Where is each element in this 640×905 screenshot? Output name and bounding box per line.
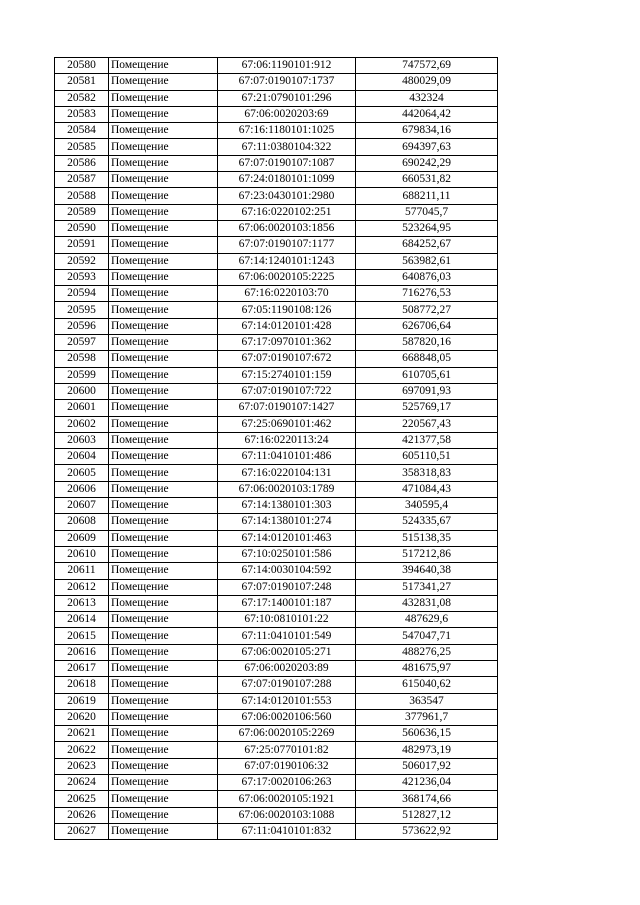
cadastral-number-cell: 67:11:0410101:832: [218, 823, 356, 839]
object-type-cell: Помещение: [109, 139, 218, 155]
cadastral-value-cell: 523264,95: [356, 220, 498, 236]
table-row: [55, 139, 498, 155]
cadastral-number-cell: 67:17:0970101:362: [218, 335, 356, 351]
object-type-cell: Помещение: [109, 302, 218, 318]
row-number-cell: 20626: [55, 807, 109, 823]
object-type-cell: Помещение: [109, 612, 218, 628]
cadastral-number-cell: 67:11:0410101:549: [218, 628, 356, 644]
row-number-cell: 20605: [55, 465, 109, 481]
cadastral-value-cell: 679834,16: [356, 123, 498, 139]
row-number-cell: 20606: [55, 481, 109, 497]
cadastral-value-cell: 363547: [356, 693, 498, 709]
cadastral-value-cell: 697091,93: [356, 383, 498, 399]
cadastral-value-cell: 506017,92: [356, 758, 498, 774]
object-type-cell: Помещение: [109, 709, 218, 725]
row-number-cell: 20616: [55, 644, 109, 660]
table-row: [55, 253, 498, 269]
row-number-cell: 20611: [55, 563, 109, 579]
object-type-cell: Помещение: [109, 449, 218, 465]
table-row: [55, 188, 498, 204]
cadastral-number-cell: 67:25:0690101:462: [218, 416, 356, 432]
cadastral-number-cell: 67:07:0190106:32: [218, 758, 356, 774]
table-row: [55, 237, 498, 253]
table-row: [55, 58, 498, 74]
cadastral-number-cell: 67:05:1190108:126: [218, 302, 356, 318]
object-type-cell: Помещение: [109, 791, 218, 807]
cadastral-number-cell: 67:07:0190107:1737: [218, 74, 356, 90]
row-number-cell: 20612: [55, 579, 109, 595]
cadastral-number-cell: 67:06:0020105:2225: [218, 269, 356, 285]
cadastral-value-cell: 508772,27: [356, 302, 498, 318]
cadastral-value-cell: 358318,83: [356, 465, 498, 481]
cadastral-value-cell: 340595,4: [356, 498, 498, 514]
object-type-cell: Помещение: [109, 644, 218, 660]
table-row: [55, 302, 498, 318]
row-number-cell: 20608: [55, 514, 109, 530]
object-type-cell: Помещение: [109, 253, 218, 269]
object-type-cell: Помещение: [109, 188, 218, 204]
cadastral-value-cell: 488276,25: [356, 644, 498, 660]
table-row: [55, 644, 498, 660]
cadastral-number-cell: 67:06:0020105:1921: [218, 791, 356, 807]
cadastral-value-cell: 421236,04: [356, 775, 498, 791]
cadastral-number-cell: 67:06:0020103:1088: [218, 807, 356, 823]
table-row: [55, 351, 498, 367]
row-number-cell: 20623: [55, 758, 109, 774]
cadastral-value-cell: 560636,15: [356, 726, 498, 742]
cadastral-value-cell: 421377,58: [356, 432, 498, 448]
cadastral-number-cell: 67:06:0020203:89: [218, 660, 356, 676]
row-number-cell: 20585: [55, 139, 109, 155]
object-type-cell: Помещение: [109, 416, 218, 432]
row-number-cell: 20595: [55, 302, 109, 318]
table-row: [55, 367, 498, 383]
object-type-cell: Помещение: [109, 726, 218, 742]
row-number-cell: 20593: [55, 269, 109, 285]
cadastral-value-cell: 524335,67: [356, 514, 498, 530]
row-number-cell: 20591: [55, 237, 109, 253]
object-type-cell: Помещение: [109, 74, 218, 90]
table-row: [55, 791, 498, 807]
table-row: [55, 449, 498, 465]
object-type-cell: Помещение: [109, 514, 218, 530]
cadastral-number-cell: 67:06:0020103:1789: [218, 481, 356, 497]
object-type-cell: Помещение: [109, 498, 218, 514]
object-type-cell: Помещение: [109, 807, 218, 823]
row-number-cell: 20607: [55, 498, 109, 514]
cadastral-value-cell: 684252,67: [356, 237, 498, 253]
cadastral-value-cell: 610705,61: [356, 367, 498, 383]
cadastral-number-cell: 67:11:0380104:322: [218, 139, 356, 155]
cadastral-value-cell: 471084,43: [356, 481, 498, 497]
cadastral-number-cell: 67:07:0190107:248: [218, 579, 356, 595]
row-number-cell: 20601: [55, 400, 109, 416]
cadastral-number-cell: 67:07:0190107:288: [218, 677, 356, 693]
cadastral-value-cell: 716276,53: [356, 286, 498, 302]
cadastral-value-cell: 690242,29: [356, 155, 498, 171]
row-number-cell: 20599: [55, 367, 109, 383]
cadastral-number-cell: 67:14:0120101:428: [218, 318, 356, 334]
table-row: [55, 693, 498, 709]
row-number-cell: 20590: [55, 220, 109, 236]
table-row: [55, 823, 498, 839]
object-type-cell: Помещение: [109, 335, 218, 351]
table-row: [55, 660, 498, 676]
row-number-cell: 20583: [55, 106, 109, 122]
cadastral-number-cell: 67:24:0180101:1099: [218, 172, 356, 188]
cadastral-number-cell: 67:10:0250101:586: [218, 546, 356, 562]
row-number-cell: 20580: [55, 58, 109, 74]
object-type-cell: Помещение: [109, 823, 218, 839]
cadastral-number-cell: 67:14:1240101:1243: [218, 253, 356, 269]
table-row: [55, 155, 498, 171]
cadastral-number-cell: 67:06:0020105:271: [218, 644, 356, 660]
object-type-cell: Помещение: [109, 432, 218, 448]
object-type-cell: Помещение: [109, 660, 218, 676]
table-row: [55, 498, 498, 514]
table-row: [55, 335, 498, 351]
object-type-cell: Помещение: [109, 546, 218, 562]
cadastral-value-cell: 688211,11: [356, 188, 498, 204]
row-number-cell: 20619: [55, 693, 109, 709]
row-number-cell: 20589: [55, 204, 109, 220]
row-number-cell: 20598: [55, 351, 109, 367]
cadastral-value-cell: 605110,51: [356, 449, 498, 465]
row-number-cell: 20624: [55, 775, 109, 791]
cadastral-value-cell: 660531,82: [356, 172, 498, 188]
cadastral-number-cell: 67:14:1380101:303: [218, 498, 356, 514]
cadastral-value-cell: 747572,69: [356, 58, 498, 74]
row-number-cell: 20613: [55, 595, 109, 611]
row-number-cell: 20615: [55, 628, 109, 644]
row-number-cell: 20597: [55, 335, 109, 351]
cadastral-number-cell: 67:16:0220104:131: [218, 465, 356, 481]
row-number-cell: 20596: [55, 318, 109, 334]
row-number-cell: 20621: [55, 726, 109, 742]
table-row: [55, 465, 498, 481]
cadastral-value-cell: 512827,12: [356, 807, 498, 823]
cadastral-number-cell: 67:06:0020203:69: [218, 106, 356, 122]
table-body: [55, 58, 498, 840]
table-row: [55, 172, 498, 188]
row-number-cell: 20620: [55, 709, 109, 725]
cadastral-number-cell: 67:25:0770101:82: [218, 742, 356, 758]
cadastral-number-cell: 67:07:0190107:1427: [218, 400, 356, 416]
table-row: [55, 546, 498, 562]
row-number-cell: 20604: [55, 449, 109, 465]
object-type-cell: Помещение: [109, 693, 218, 709]
cadastral-number-cell: 67:11:0410101:486: [218, 449, 356, 465]
table-row: [55, 807, 498, 823]
cadastral-value-cell: 220567,43: [356, 416, 498, 432]
cadastral-value-cell: 573622,92: [356, 823, 498, 839]
row-number-cell: 20627: [55, 823, 109, 839]
object-type-cell: Помещение: [109, 220, 218, 236]
row-number-cell: 20622: [55, 742, 109, 758]
cadastral-number-cell: 67:23:0430101:2980: [218, 188, 356, 204]
table-row: [55, 123, 498, 139]
object-type-cell: Помещение: [109, 563, 218, 579]
object-type-cell: Помещение: [109, 530, 218, 546]
cadastral-value-cell: 482973,19: [356, 742, 498, 758]
row-number-cell: 20581: [55, 74, 109, 90]
cadastral-number-cell: 67:14:0120101:463: [218, 530, 356, 546]
cadastral-number-cell: 67:06:0020106:560: [218, 709, 356, 725]
row-number-cell: 20584: [55, 123, 109, 139]
table-row: [55, 400, 498, 416]
row-number-cell: 20617: [55, 660, 109, 676]
row-number-cell: 20594: [55, 286, 109, 302]
cadastral-value-cell: 480029,09: [356, 74, 498, 90]
object-type-cell: Помещение: [109, 400, 218, 416]
table-row: [55, 726, 498, 742]
table-row: [55, 514, 498, 530]
cadastral-number-cell: 67:07:0190107:672: [218, 351, 356, 367]
table-row: [55, 758, 498, 774]
object-type-cell: Помещение: [109, 269, 218, 285]
object-type-cell: Помещение: [109, 90, 218, 106]
table-row: [55, 677, 498, 693]
cadastral-value-cell: 432324: [356, 90, 498, 106]
row-number-cell: 20602: [55, 416, 109, 432]
object-type-cell: Помещение: [109, 58, 218, 74]
cadastral-value-cell: 517341,27: [356, 579, 498, 595]
row-number-cell: 20610: [55, 546, 109, 562]
cadastral-value-cell: 563982,61: [356, 253, 498, 269]
table-row: [55, 742, 498, 758]
cadastral-number-cell: 67:15:2740101:159: [218, 367, 356, 383]
object-type-cell: Помещение: [109, 628, 218, 644]
object-type-cell: Помещение: [109, 677, 218, 693]
object-type-cell: Помещение: [109, 579, 218, 595]
cadastral-value-cell: 368174,66: [356, 791, 498, 807]
cadastral-number-cell: 67:14:0120101:553: [218, 693, 356, 709]
cadastral-number-cell: 67:17:0020106:263: [218, 775, 356, 791]
row-number-cell: 20582: [55, 90, 109, 106]
table-row: [55, 432, 498, 448]
table-row: [55, 579, 498, 595]
cadastral-number-cell: 67:14:0030104:592: [218, 563, 356, 579]
object-type-cell: Помещение: [109, 367, 218, 383]
table-row: [55, 383, 498, 399]
row-number-cell: 20588: [55, 188, 109, 204]
row-number-cell: 20618: [55, 677, 109, 693]
object-type-cell: Помещение: [109, 155, 218, 171]
cadastral-number-cell: 67:21:0790101:296: [218, 90, 356, 106]
row-number-cell: 20609: [55, 530, 109, 546]
cadastral-value-cell: 547047,71: [356, 628, 498, 644]
object-type-cell: Помещение: [109, 758, 218, 774]
cadastral-value-cell: 587820,16: [356, 335, 498, 351]
cadastral-number-cell: 67:16:1180101:1025: [218, 123, 356, 139]
cadastral-value-cell: 668848,05: [356, 351, 498, 367]
object-type-cell: Помещение: [109, 204, 218, 220]
row-number-cell: 20586: [55, 155, 109, 171]
table-row: [55, 530, 498, 546]
cadastral-number-cell: 67:07:0190107:1087: [218, 155, 356, 171]
object-type-cell: Помещение: [109, 351, 218, 367]
table-row: [55, 74, 498, 90]
table-row: [55, 286, 498, 302]
cadastral-value-cell: 432831,08: [356, 595, 498, 611]
object-type-cell: Помещение: [109, 775, 218, 791]
table-row: [55, 318, 498, 334]
table-row: [55, 628, 498, 644]
object-type-cell: Помещение: [109, 318, 218, 334]
cadastral-number-cell: 67:07:0190107:1177: [218, 237, 356, 253]
cadastral-value-cell: 577045,7: [356, 204, 498, 220]
object-type-cell: Помещение: [109, 465, 218, 481]
cadastral-number-cell: 67:14:1380101:274: [218, 514, 356, 530]
row-number-cell: 20587: [55, 172, 109, 188]
cadastral-number-cell: 67:16:0220113:24: [218, 432, 356, 448]
cadastral-value-cell: 626706,64: [356, 318, 498, 334]
object-type-cell: Помещение: [109, 172, 218, 188]
cadastral-number-cell: 67:07:0190107:722: [218, 383, 356, 399]
object-type-cell: Помещение: [109, 383, 218, 399]
cadastral-value-cell: 487629,6: [356, 612, 498, 628]
cadastral-value-cell: 394640,38: [356, 563, 498, 579]
table-row: [55, 220, 498, 236]
cadastral-value-cell: 640876,03: [356, 269, 498, 285]
cadastral-number-cell: 67:16:0220102:251: [218, 204, 356, 220]
row-number-cell: 20592: [55, 253, 109, 269]
cadastral-value-cell: 694397,63: [356, 139, 498, 155]
cadastral-value-cell: 525769,17: [356, 400, 498, 416]
object-type-cell: Помещение: [109, 481, 218, 497]
object-type-cell: Помещение: [109, 106, 218, 122]
table-row: [55, 269, 498, 285]
row-number-cell: 20625: [55, 791, 109, 807]
cadastral-number-cell: 67:16:0220103:70: [218, 286, 356, 302]
cadastral-number-cell: 67:10:0810101:22: [218, 612, 356, 628]
table-row: [55, 612, 498, 628]
table-row: [55, 481, 498, 497]
table-row: [55, 563, 498, 579]
cadastral-number-cell: 67:06:0020105:2269: [218, 726, 356, 742]
cadastral-number-cell: 67:17:1400101:187: [218, 595, 356, 611]
object-type-cell: Помещение: [109, 123, 218, 139]
cadastral-value-cell: 442064,42: [356, 106, 498, 122]
table-row: [55, 709, 498, 725]
table-row: [55, 106, 498, 122]
table-row: [55, 595, 498, 611]
row-number-cell: 20600: [55, 383, 109, 399]
cadastral-value-table: [54, 57, 498, 840]
cadastral-number-cell: 67:06:1190101:912: [218, 58, 356, 74]
table-row: [55, 204, 498, 220]
object-type-cell: Помещение: [109, 595, 218, 611]
object-type-cell: Помещение: [109, 742, 218, 758]
object-type-cell: Помещение: [109, 237, 218, 253]
object-type-cell: Помещение: [109, 286, 218, 302]
cadastral-value-cell: 615040,62: [356, 677, 498, 693]
cadastral-value-cell: 515138,35: [356, 530, 498, 546]
cadastral-value-cell: 377961,7: [356, 709, 498, 725]
cadastral-number-cell: 67:06:0020103:1856: [218, 220, 356, 236]
cadastral-value-cell: 517212,86: [356, 546, 498, 562]
table-row: [55, 90, 498, 106]
cadastral-value-cell: 481675,97: [356, 660, 498, 676]
table-row: [55, 416, 498, 432]
row-number-cell: 20603: [55, 432, 109, 448]
row-number-cell: 20614: [55, 612, 109, 628]
table-row: [55, 775, 498, 791]
